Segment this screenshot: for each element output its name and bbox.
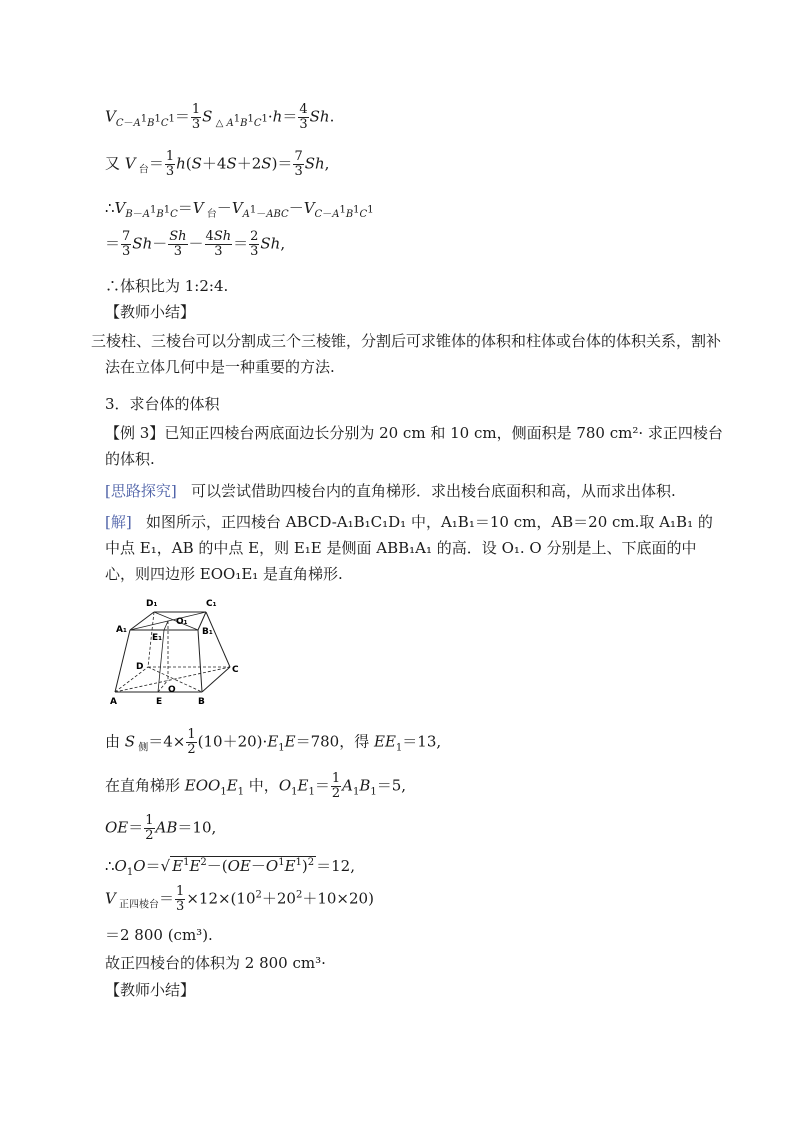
example-3 <box>105 420 724 472</box>
equation-oe: OE＝ $\frac{1}{2}$ AB＝10, <box>105 813 217 843</box>
label-o: O <box>168 685 176 695</box>
example-3-tag: 【例 3】 <box>105 424 165 442</box>
label-c1: C₁ <box>206 599 217 609</box>
idea-exploration <box>105 481 676 501</box>
edge-b1b <box>198 630 202 692</box>
edge-bc <box>202 667 230 692</box>
solution-text: 如图所示，正四棱台 ABCD-A₁B₁C₁D₁ 中，A₁B₁＝10 cm，AB＝20 cm.取 A₁B₁ 的中点 E₁，AB 的中点 E，则 E₁E 是侧面 ABB₁A₁ 的高．设 O₁. O 分别是上、下底面的中心，则四边形 EOO₁E₁ 是直角梯形. <box>105 513 713 583</box>
equation-volume-value: ＝2 800 (cm³). <box>105 926 213 944</box>
volume-ratio: ∴体积比为 1:2:4. <box>105 277 229 295</box>
segment-e1o1 <box>164 621 168 630</box>
equation-volume-frustum: 又 V $_台$＝ $\frac{1}{3}$ h(S＋4S＋2S)＝ $\frac{7}{3}$ Sh, <box>105 149 330 179</box>
label-e: E <box>156 697 163 707</box>
section-heading-3: 3．求台体的体积 <box>105 395 220 413</box>
label-e1: E₁ <box>152 633 163 643</box>
equation-volume-difference: $\therefore V_{B-A^1B^1C}=V$ $_台-V_{A^1-ABC}-V_{C-A^1B^1C^1}$ <box>105 199 374 220</box>
edge-c1c <box>206 612 230 667</box>
label-b1: B₁ <box>202 627 213 637</box>
example-3-text: 已知正四棱台两底面边长分别为 20 cm 和 10 cm，侧面积是 780 cm²· 求正四棱台的体积. <box>105 424 723 468</box>
label-d1: D₁ <box>146 599 158 609</box>
teacher-summary-heading-2: 【教师小结】 <box>105 981 196 999</box>
teacher-summary-heading: 【教师小结】 <box>105 303 196 321</box>
label-a: A <box>110 697 117 707</box>
label-a1: A₁ <box>116 625 127 635</box>
segment-eo <box>158 680 168 692</box>
equation-lateral-area: 由 S $_侧$＝4× $\frac{1}{2}$ $(10+20)\cdot E_1E=780$，得 $EE_1=13$, <box>105 727 442 757</box>
idea-text: 可以尝试借助四棱台内的直角梯形．求出棱台底面积和高，从而求出体积. <box>191 482 676 500</box>
summary-paragraph: 三棱柱、三棱台可以分割成三个三棱锥，分割后可求锥体的体积和柱体或台体的体积关系，割补法在立体几何中是一种重要的方法. <box>91 332 722 376</box>
idea-tag: [思路探究] <box>105 482 177 500</box>
solution-tag: [解] <box>105 513 132 531</box>
label-c: C <box>232 665 239 675</box>
conclusion: 故正四棱台的体积为 2 800 cm³· <box>105 954 326 972</box>
equation-o1e1: 在直角梯形 $EOO_1E_1$ 中，$O_1E_1=$ $\frac{1}{2}$ $A_1B_1=5$, <box>105 771 407 801</box>
label-b: B <box>198 697 205 707</box>
equation-height: $\therefore O_1O=√$ $E^1E^2-(OE-O^1E^1)^2 =12$, <box>105 857 355 878</box>
label-d: D <box>136 662 144 672</box>
equation-frustum-volume: V $_{正四棱台}$＝ $\frac{1}{3}$ $\times 12\times(10^2+20^2+10\times 20)$ <box>105 884 374 914</box>
frustum-figure <box>110 592 240 712</box>
equation-volume-result: ＝ $\frac{7}{3}$ Sh－ $\frac{Sh}{3}$ － $\frac{4Sh}{3}$ ＝ $\frac{2}{3}$ Sh, <box>105 229 286 259</box>
label-o1: O₁ <box>176 617 188 627</box>
solution-paragraph <box>105 509 724 587</box>
equation-volume-c-a1b1c1: $V_{C-A^1B^1C^1}=$ $\frac{1}{3}$ S $_{\triangle A^1B^1C^1}$·h＝ $\frac{4}{3}$ Sh. <box>105 102 335 132</box>
